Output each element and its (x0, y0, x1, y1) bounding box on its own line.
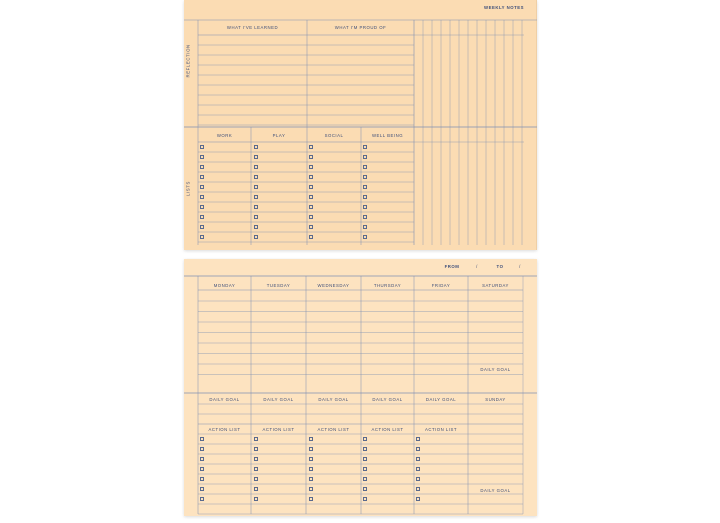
action-checkbox[interactable] (200, 457, 204, 461)
action-checkbox[interactable] (363, 447, 367, 451)
action-checkbox[interactable] (200, 467, 204, 471)
action-checkbox[interactable] (363, 487, 367, 491)
action-checkbox[interactable] (363, 437, 367, 441)
wellbeing-column-header: WELL BEING (371, 133, 404, 138)
thursday-header: THURSDAY (373, 283, 402, 288)
list-checkbox[interactable] (309, 145, 313, 149)
list-checkbox[interactable] (309, 195, 313, 199)
action-checkbox[interactable] (363, 497, 367, 501)
to-label: TO (496, 264, 504, 269)
list-checkbox[interactable] (363, 225, 367, 229)
action-checkbox[interactable] (416, 447, 420, 451)
thursday-action-list: ACTION LIST (371, 427, 404, 432)
list-checkbox[interactable] (200, 155, 204, 159)
action-checkbox[interactable] (200, 487, 204, 491)
friday-header: FRIDAY (431, 283, 451, 288)
list-checkbox[interactable] (309, 215, 313, 219)
action-checkbox[interactable] (363, 467, 367, 471)
action-checkbox[interactable] (200, 477, 204, 481)
list-checkbox[interactable] (254, 215, 258, 219)
weekly-notes-grid (184, 0, 537, 250)
list-checkbox[interactable] (254, 175, 258, 179)
action-checkbox[interactable] (254, 457, 258, 461)
list-checkbox[interactable] (254, 205, 258, 209)
list-checkbox[interactable] (309, 165, 313, 169)
list-checkbox[interactable] (363, 185, 367, 189)
sunday-header: SUNDAY (485, 397, 506, 402)
action-checkbox[interactable] (200, 447, 204, 451)
monday-daily-goal: DAILY GOAL (209, 397, 240, 402)
list-checkbox[interactable] (363, 205, 367, 209)
action-checkbox[interactable] (309, 467, 313, 471)
action-checkbox[interactable] (254, 477, 258, 481)
list-checkbox[interactable] (309, 185, 313, 189)
list-checkbox[interactable] (363, 235, 367, 239)
weekly-notes-page (184, 0, 537, 250)
list-checkbox[interactable] (200, 205, 204, 209)
list-checkbox[interactable] (254, 185, 258, 189)
list-checkbox[interactable] (200, 145, 204, 149)
action-checkbox[interactable] (254, 447, 258, 451)
from-label: FROM (444, 264, 460, 269)
tuesday-action-list: ACTION LIST (262, 427, 295, 432)
list-checkbox[interactable] (309, 175, 313, 179)
action-checkbox[interactable] (416, 437, 420, 441)
tuesday-daily-goal: DAILY GOAL (263, 397, 294, 402)
action-checkbox[interactable] (416, 497, 420, 501)
friday-daily-goal: DAILY GOAL (425, 397, 457, 402)
action-checkbox[interactable] (200, 437, 204, 441)
list-checkbox[interactable] (309, 225, 313, 229)
weekly-notes-title: WEEKLY NOTES (484, 5, 524, 10)
action-checkbox[interactable] (416, 487, 420, 491)
learned-column-header: WHAT I'VE LEARNED (226, 25, 279, 30)
list-checkbox[interactable] (254, 225, 258, 229)
play-column-header: PLAY (272, 133, 286, 138)
list-checkbox[interactable] (254, 235, 258, 239)
wednesday-action-list: ACTION LIST (317, 427, 350, 432)
work-column-header: WORK (216, 133, 233, 138)
action-checkbox[interactable] (309, 447, 313, 451)
wednesday-daily-goal: DAILY GOAL (318, 397, 349, 402)
from-slash: / (476, 264, 478, 269)
action-checkbox[interactable] (309, 477, 313, 481)
list-checkbox[interactable] (200, 235, 204, 239)
list-checkbox[interactable] (200, 195, 204, 199)
action-checkbox[interactable] (363, 457, 367, 461)
list-checkbox[interactable] (200, 165, 204, 169)
list-checkbox[interactable] (363, 195, 367, 199)
list-checkbox[interactable] (200, 215, 204, 219)
action-checkbox[interactable] (416, 477, 420, 481)
list-checkbox[interactable] (254, 195, 258, 199)
action-checkbox[interactable] (309, 487, 313, 491)
list-checkbox[interactable] (200, 175, 204, 179)
list-checkbox[interactable] (309, 235, 313, 239)
action-checkbox[interactable] (363, 477, 367, 481)
action-checkbox[interactable] (309, 437, 313, 441)
action-checkbox[interactable] (200, 497, 204, 501)
list-checkbox[interactable] (254, 145, 258, 149)
action-checkbox[interactable] (416, 467, 420, 471)
saturday-daily-goal: DAILY GOAL (480, 367, 511, 372)
social-column-header: SOCIAL (324, 133, 344, 138)
wednesday-header: WEDNESDAY (317, 283, 350, 288)
list-checkbox[interactable] (200, 225, 204, 229)
thursday-daily-goal: DAILY GOAL (372, 397, 403, 402)
action-checkbox[interactable] (416, 457, 420, 461)
lists-section-label: LISTS (185, 181, 191, 196)
list-checkbox[interactable] (363, 155, 367, 159)
list-checkbox[interactable] (363, 165, 367, 169)
list-checkbox[interactable] (254, 165, 258, 169)
monday-action-list: ACTION LIST (208, 427, 241, 432)
reflection-section-label: REFLECTION (185, 44, 191, 78)
list-checkbox[interactable] (363, 215, 367, 219)
action-checkbox[interactable] (254, 487, 258, 491)
list-checkbox[interactable] (200, 185, 204, 189)
list-checkbox[interactable] (309, 155, 313, 159)
list-checkbox[interactable] (363, 145, 367, 149)
monday-header: MONDAY (213, 283, 236, 288)
action-checkbox[interactable] (309, 457, 313, 461)
tuesday-header: TUESDAY (266, 283, 291, 288)
proud-column-header: WHAT I'M PROUD OF (334, 25, 387, 30)
action-checkbox[interactable] (254, 497, 258, 501)
friday-action-list: ACTION LIST (424, 427, 457, 432)
action-checkbox[interactable] (309, 497, 313, 501)
list-checkbox[interactable] (363, 175, 367, 179)
weekly-planner-page (184, 259, 537, 516)
list-checkbox[interactable] (309, 205, 313, 209)
weekly-planner-grid (184, 259, 537, 516)
saturday-header: SATURDAY (482, 283, 509, 288)
list-checkbox[interactable] (254, 155, 258, 159)
action-checkbox[interactable] (254, 437, 258, 441)
to-slash: / (519, 264, 521, 269)
sunday-daily-goal: DAILY GOAL (480, 488, 511, 493)
action-checkbox[interactable] (254, 467, 258, 471)
